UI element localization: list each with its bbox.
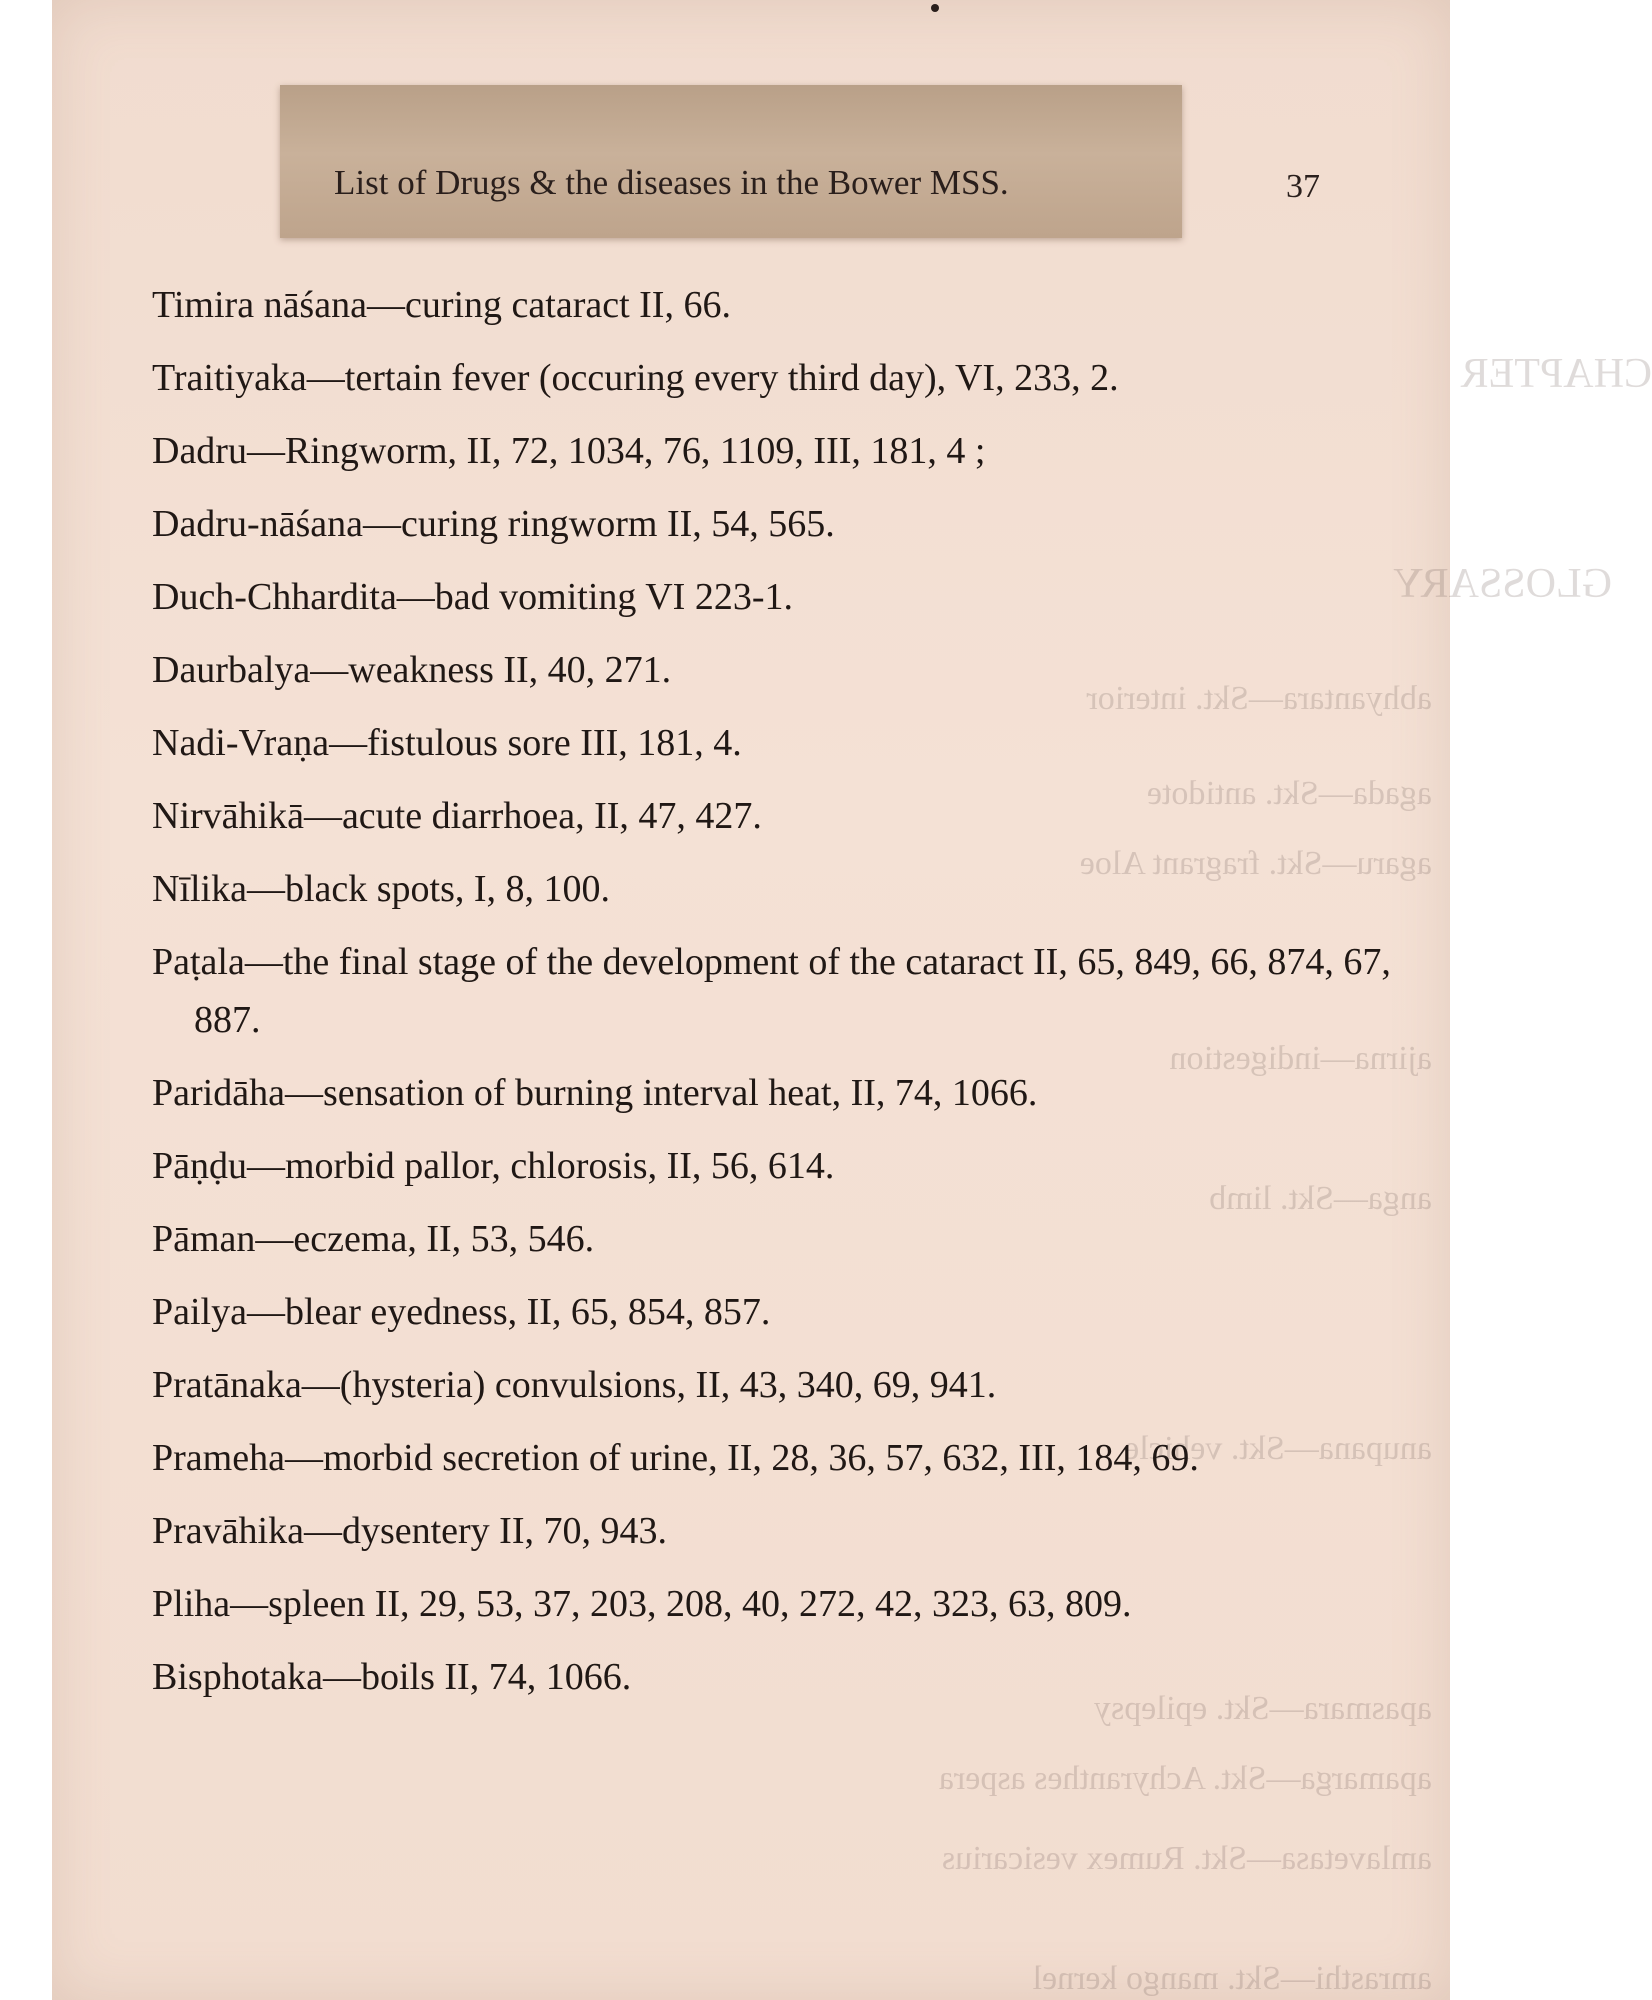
glossary-entry: Prameha—morbid secretion of urine, II, 28, 36, 57, 632, III, 184, 69. <box>152 1437 1199 1479</box>
glossary-entry: Daurbalya—weakness II, 40, 271. <box>152 649 672 691</box>
show-through-line: anupana—Skt. vehicle <box>1124 1430 1432 1467</box>
glossary-entry: Nadi-Vraṇa—fistulous sore III, 181, 4. <box>152 722 742 764</box>
glossary-entry: Paridāha—sensation of burning interval heat, II, 74, 1066. <box>152 1072 1038 1114</box>
show-through-line: abhyantara—Skt. interior <box>1086 680 1432 717</box>
glossary-entry: Pāman—eczema, II, 53, 546. <box>152 1218 595 1260</box>
show-through-line: agada—Skt. antidote <box>1146 775 1432 812</box>
glossary-entry: Timira nāśana—curing cataract II, 66. <box>152 284 731 326</box>
glossary-entry: Pravāhika—dysentery II, 70, 943. <box>152 1510 667 1552</box>
glossary-entry: Pratānaka—(hysteria) convulsions, II, 43, 340, 69, 941. <box>152 1364 997 1406</box>
glossary-entry: Dadru—Ringworm, II, 72, 1034, 76, 1109, III, 181, 4 ; <box>152 430 986 472</box>
glossary-entry: Nīlika—black spots, I, 8, 100. <box>152 868 611 910</box>
show-through-line: GLOSSARY <box>1392 561 1612 607</box>
glossary-entry: Bisphotaka—boils II, 74, 1066. <box>152 1656 632 1698</box>
glossary-entry: Nirvāhikā—acute diarrhoea, II, 47, 427. <box>152 795 762 837</box>
glossary-entry: Paṭala—the final stage of the development of the cataract II, 65, 849, 66, 874, 67, 887. <box>152 941 1391 1041</box>
show-through-line: ajirna—indigestion <box>1169 1040 1432 1077</box>
show-through-line: CHAPTER <box>1460 351 1652 397</box>
glossary-entry: Pliha—spleen II, 29, 53, 37, 203, 208, 40, 272, 42, 323, 63, 809. <box>152 1583 1132 1625</box>
show-through-line: amrasthi—Skt. mango kernel <box>1032 1960 1432 1997</box>
glossary-entry: Duch-Chhardita—bad vomiting VI 223-1. <box>152 576 793 618</box>
glossary-entry: Traitiyaka—tertain fever (occuring every third day), VI, 233, 2. <box>152 357 1119 399</box>
glossary-entry: Pailya—blear eyedness, II, 65, 854, 857. <box>152 1291 771 1333</box>
book-page <box>52 0 1652 2000</box>
page-number: 37 <box>1286 168 1320 205</box>
show-through-line: apasmara—Skt. epilepsy <box>1093 1690 1432 1727</box>
glossary-entry: Dadru-nāśana—curing ringworm II, 54, 565. <box>152 503 835 545</box>
glossary-entry-list <box>152 276 1392 1721</box>
show-through-line: agaru—Skt. fragrant Aloe <box>1079 845 1432 882</box>
running-head: List of Drugs & the diseases in the Bower MSS. <box>334 163 1009 202</box>
ink-speck <box>931 4 939 12</box>
show-through-line: apamarga—Skt. Achyranthes aspera <box>938 1760 1432 1797</box>
show-through-line: amlavetasa—Skt. Rumex vesicarius <box>941 1840 1432 1877</box>
header-label-strip <box>280 85 1182 238</box>
glossary-entry: Pāṇḍu—morbid pallor, chlorosis, II, 56, 614. <box>152 1145 835 1187</box>
show-through-line: anga—Skt. limb <box>1209 1180 1432 1217</box>
